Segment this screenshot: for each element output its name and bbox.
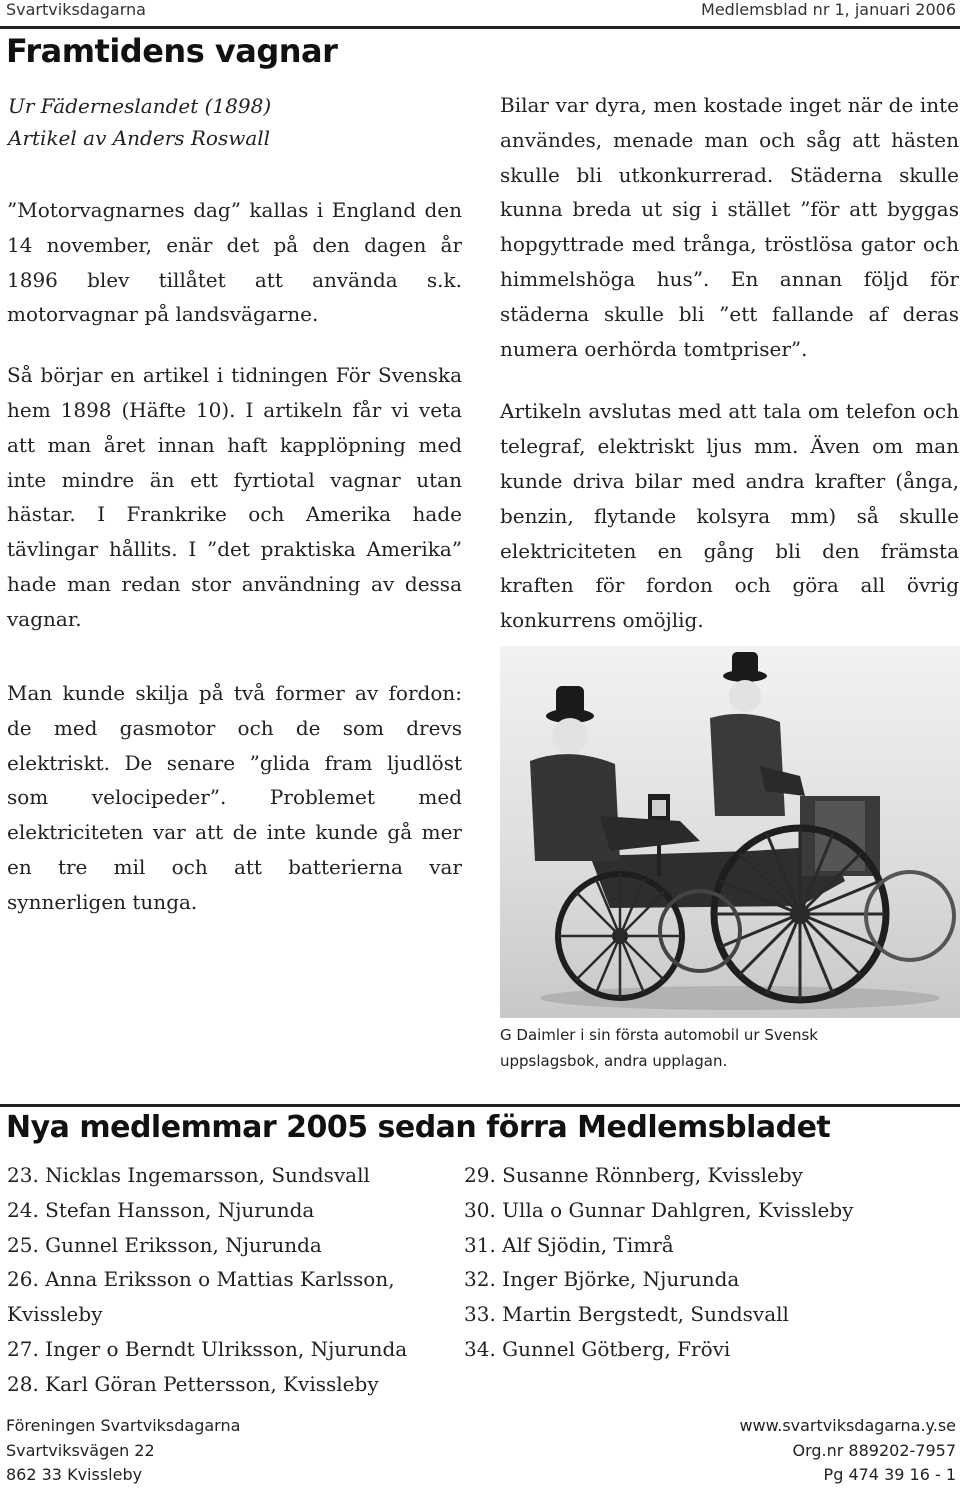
- paragraph: Man kunde skilja på två former av fordon: de med gasmotor och de som drevs elektriskt. De senare ”glida fram ljudlöst som velocipeder”. Problemet med elektriciteten var att de inte kunde gå mer en tre mil och att batterierna var synnerligen tunga.: [7, 681, 462, 914]
- paragraph: Artikeln avslutas med att tala om telefon och telegraf, elektriskt ljus mm. Även om man kunde driva bilar med andra krafter (ånga, benzin, flytande kolsyra mm) så skulle elektriciteten en gång bli den främsta kraften för fordon och göra all övrig konkurrens omöjlig.: [500, 399, 959, 633]
- footer-postgiro: Pg 474 39 16 - 1: [823, 1465, 956, 1484]
- member-item: 24. Stefan Hansson, Njurunda: [7, 1197, 315, 1222]
- members-list-right: [464, 1158, 954, 1367]
- member-item: 32. Inger Björke, Njurunda: [464, 1267, 740, 1292]
- daimler-automobile-photo: [500, 646, 960, 1018]
- photo-caption: G Daimler i sin första automobil ur Svensk uppslagsbok, andra upplagan.: [500, 1026, 818, 1070]
- article-right-column: [500, 88, 959, 638]
- article-source: [8, 90, 271, 154]
- members-list-left: [7, 1158, 462, 1402]
- section-rule: [0, 1104, 960, 1107]
- header-rule: [0, 26, 960, 29]
- member-item: 30. Ulla o Gunnar Dahlgren, Kvissleby: [464, 1197, 854, 1222]
- member-item: 28. Karl Göran Pettersson, Kvissleby: [7, 1371, 379, 1396]
- footer-org-name: Föreningen Svartviksdagarna: [6, 1416, 241, 1435]
- member-item: 27. Inger o Berndt Ulriksson, Njurunda: [7, 1336, 408, 1361]
- paragraph: ”Motorvagnarnes dag” kallas i England den 14 november, enär det på den dagen år 1896 blev tillåtet att använda s.k. motorvagnar på landsvägarne.: [7, 198, 462, 327]
- article-title: Framtidens vagnar: [6, 32, 338, 70]
- author-line: Artikel av Anders Roswall: [8, 126, 271, 150]
- footer-postal: 862 33 Kvissleby: [6, 1465, 143, 1484]
- paragraph: Så börjar en artikel i tidningen För Svenska hem 1898 (Häfte 10). I artikeln får vi veta att man året innan haft kapplöpning med inte mindre än ett fyrtiotal vagnar utan hästar. I Frankrike och Amerika hade tävlingar hållits. I ”det praktiska Amerika” hade man redan stor användning av dessa vagnar.: [7, 363, 462, 631]
- member-item: 29. Susanne Rönnberg, Kvissleby: [464, 1163, 803, 1187]
- article-left-column: [7, 193, 462, 637]
- member-item: 31. Alf Sjödin, Timrå: [464, 1232, 674, 1257]
- header-publisher: Svartviksdagarna: [6, 0, 146, 19]
- footer-street: Svartviksvägen 22: [6, 1440, 155, 1460]
- members-title: Nya medlemmar 2005 sedan förra Medlemsbladet: [6, 1110, 831, 1145]
- footer-website-link[interactable]: www.svartviksdagarna.y.se: [739, 1416, 956, 1435]
- header-issue: Medlemsblad nr 1, januari 2006: [701, 0, 956, 19]
- footer-org-number: Org.nr 889202-7957: [792, 1440, 956, 1460]
- member-item: 33. Martin Bergstedt, Sundsvall: [464, 1302, 789, 1327]
- paragraph: Bilar var dyra, men kostade inget när de inte användes, menade man och såg att hästen skulle bli utkonkurrerad. Städerna skulle kunna breda ut sig i stället ”för att byggas hopgyttrade med trånga, tröstlösa gator och himmelshöga hus”. En annan följd för städerna skulle bli ”ett fallande af deras numera oerhörda tomtpriser”.: [500, 93, 959, 361]
- member-item: 25. Gunnel Eriksson, Njurunda: [7, 1232, 322, 1257]
- footer-address: [6, 1414, 240, 1488]
- footer-info: [739, 1414, 956, 1488]
- member-item: 34. Gunnel Götberg, Frövi: [464, 1336, 731, 1361]
- member-item: 23. Nicklas Ingemarsson, Sundsvall: [7, 1163, 370, 1187]
- member-item: 26. Anna Eriksson o Mattias Karlsson, Kvissleby: [7, 1267, 395, 1327]
- source-line: Ur Fäderneslandet (1898): [8, 94, 272, 118]
